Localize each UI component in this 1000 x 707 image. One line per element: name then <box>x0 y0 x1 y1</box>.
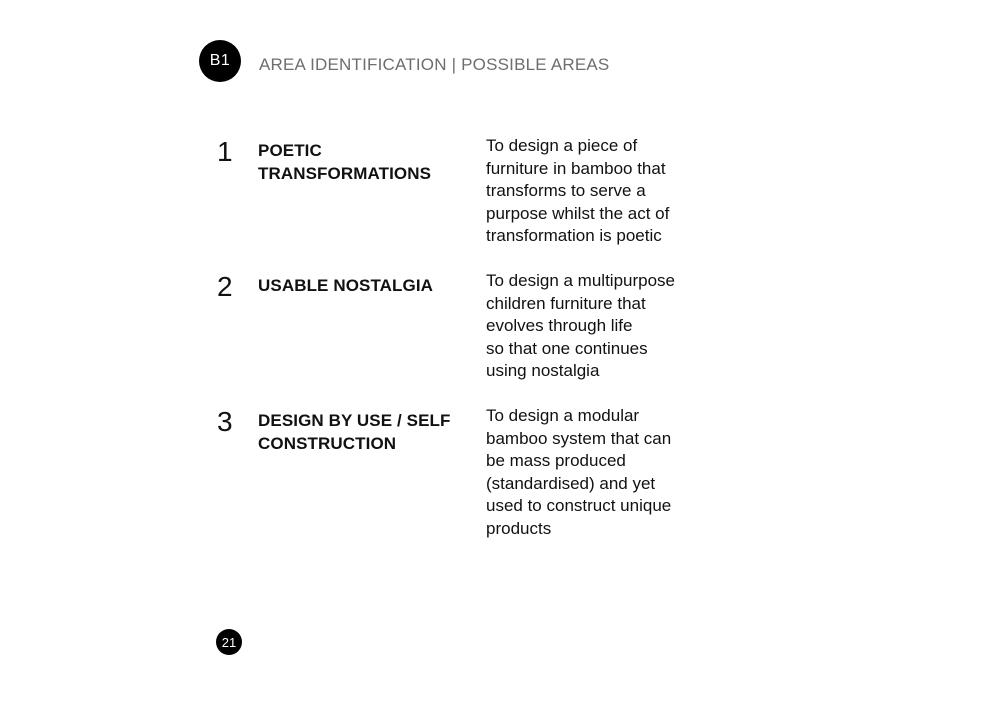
area-description: To design a piece of furniture in bamboo that transforms to serve a purpose whilst the act of transformation is poetic <box>486 136 670 246</box>
area-title: DESIGN BY USE / SELF CONSTRUCTION <box>258 411 451 453</box>
area-title: POETIC TRANSFORMATIONS <box>258 141 432 183</box>
area-number: 1 <box>217 136 233 167</box>
area-description: To design a multipurpose children furniture that evolves through life so that one continues using nostalgia <box>486 271 676 381</box>
page-title: AREA IDENTIFICATION | POSSIBLE AREAS <box>259 55 610 74</box>
area-description: To design a modular bamboo system that can be mass produced (standardised) and yet used to construct unique products <box>486 406 672 538</box>
page-number-badge: 21 <box>216 629 242 655</box>
area-number: 2 <box>217 271 233 302</box>
section-badge: B1 <box>199 40 241 82</box>
area-title: USABLE NOSTALGIA <box>258 276 434 295</box>
area-number: 3 <box>217 406 233 437</box>
